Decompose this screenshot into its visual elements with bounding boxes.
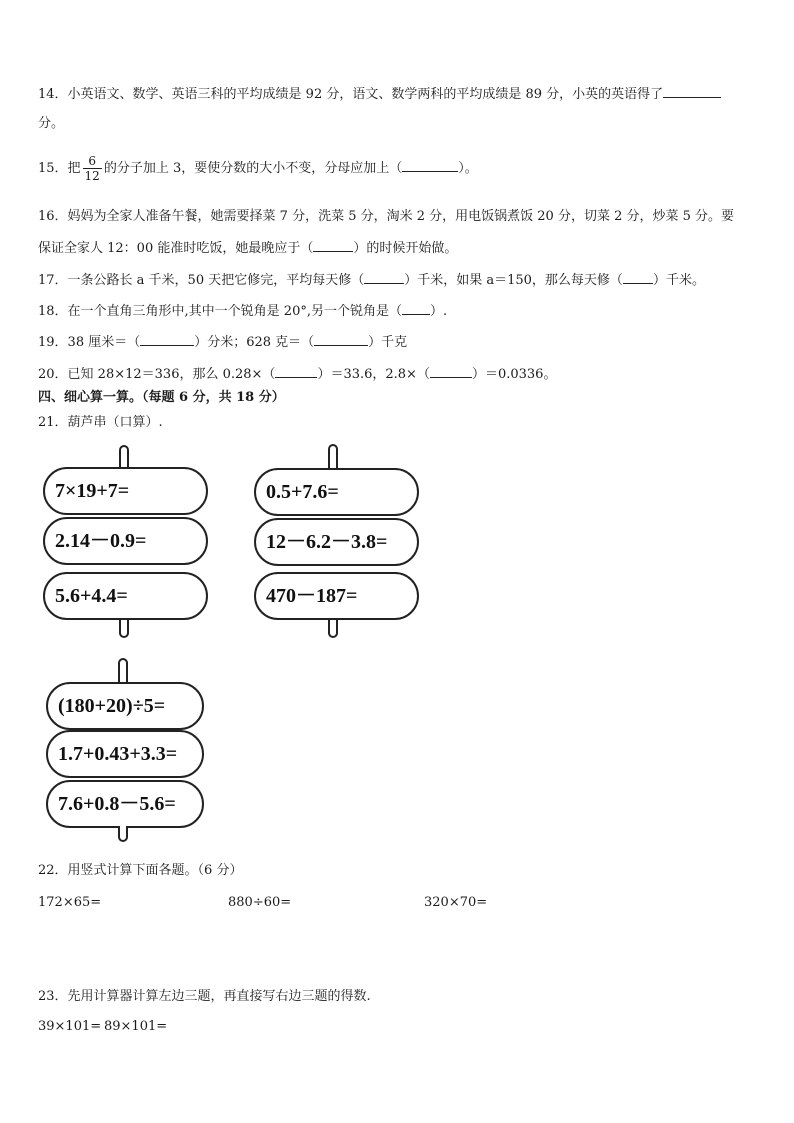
q23-item-2: 89×101= <box>104 1019 168 1034</box>
section-4-heading: 四、细心算一算。（每题 6 分，共 18 分） <box>38 390 285 405</box>
q18-post: ）. <box>429 304 448 319</box>
gourd-3-stick-bottom <box>118 826 128 842</box>
question-16 <box>38 208 734 226</box>
gourd-2-stick-bottom <box>328 620 338 638</box>
q15-numerator: 6 <box>83 154 102 169</box>
question-16-cont <box>38 238 457 258</box>
gourd-2-stick-top <box>328 444 338 468</box>
gourd-2-bead-2: 12－6.2－3.8= <box>254 518 419 566</box>
q17-answer-blank-1[interactable] <box>364 270 404 284</box>
gourd-1-bead-2: 2.14－0.9= <box>43 517 208 565</box>
q15-fraction <box>83 154 102 183</box>
q15-pre: 15．把 <box>38 161 81 176</box>
q14-answer-blank[interactable] <box>663 84 721 98</box>
question-18 <box>38 301 447 321</box>
gourd-3-stick-top <box>118 658 128 682</box>
question-15 <box>38 150 478 188</box>
question-14 <box>38 84 721 104</box>
q16-line2-post: ）的时候开始做。 <box>353 241 458 256</box>
q19-answer-blank-2[interactable] <box>314 332 368 346</box>
q16-line1: 16．妈妈为全家人准备午餐，她需要择菜 7 分，洗菜 5 分，淘米 2 分，用电饭锅煮饭 20 分，切菜 2 分，炒菜 5 分。要 <box>38 209 735 224</box>
question-14-cont <box>38 115 64 133</box>
q19-answer-blank-1[interactable] <box>140 332 194 346</box>
gourd-3-bead-1: (180+20)÷5= <box>46 682 204 730</box>
q14-text: 14．小英语文、数学、英语三科的平均成绩是 92 分，语文、数学两科的平均成绩是 89 分，小英的英语得了 <box>38 87 664 102</box>
gourd-3-bead-3: 7.6+0.8－5.6= <box>46 780 204 828</box>
gourd-1-bead-3: 5.6+4.4= <box>43 572 208 620</box>
q15-post: 的分子加上 3，要使分数的大小不变，分母应加上（ <box>103 161 403 176</box>
q18-pre: 18．在一个直角三角形中,其中一个锐角是 20°,另一个锐角是（ <box>38 304 402 319</box>
question-17 <box>38 270 705 290</box>
q20-mid: ）＝33.6，2.8×（ <box>317 367 430 382</box>
q17-mid: ）千米，如果 a＝150，那么每天修（ <box>404 273 623 288</box>
q14-text2: 分。 <box>38 116 65 131</box>
q19-pre: 19．38 厘米＝（ <box>38 335 141 350</box>
gourd-2-bead-3: 470－187= <box>254 572 419 620</box>
q15-denominator: 12 <box>84 169 100 183</box>
q16-line2-pre: 保证全家人 12：00 能准时吃饭，她最晚应于（ <box>38 241 314 256</box>
q17-pre: 17．一条公路长 a 千米，50 天把它修完，平均每天修（ <box>38 273 365 288</box>
question-22-title: 22．用竖式计算下面各题。（6 分） <box>38 863 243 878</box>
gourd-1-stick-bottom <box>119 620 129 638</box>
q22-item-2: 880÷60= <box>228 895 292 910</box>
q16-answer-blank[interactable] <box>313 238 353 252</box>
q20-answer-blank-2[interactable] <box>430 364 472 378</box>
q18-answer-blank[interactable] <box>402 301 430 315</box>
q20-pre: 20．已知 28×12＝336，那么 0.28×（ <box>38 367 276 382</box>
q15-end: ）。 <box>458 161 478 176</box>
q15-answer-blank[interactable] <box>402 158 458 172</box>
q20-post: ）＝0.0336。 <box>471 367 557 382</box>
gourd-2-bead-1: 0.5+7.6= <box>254 468 419 516</box>
q20-answer-blank-1[interactable] <box>275 364 317 378</box>
gourd-1-stick-top <box>119 445 129 467</box>
q22-item-1: 172×65= <box>38 895 102 910</box>
q19-post: ）千克 <box>368 335 408 350</box>
question-21-title: 21．葫芦串（口算）. <box>38 415 163 430</box>
q19-mid: ）分米；628 克＝（ <box>194 335 315 350</box>
q23-item-1: 39×101= <box>38 1019 102 1034</box>
q17-post: ）千米。 <box>652 273 705 288</box>
question-20 <box>38 364 556 384</box>
q22-item-3: 320×70= <box>424 895 488 910</box>
gourd-3-bead-2: 1.7+0.43+3.3= <box>46 730 204 778</box>
gourd-1-bead-1: 7×19+7= <box>43 467 208 515</box>
q17-answer-blank-2[interactable] <box>623 270 653 284</box>
question-23-title: 23．先用计算器计算左边三题，再直接写右边三题的得数. <box>38 989 371 1004</box>
question-19 <box>38 332 407 352</box>
